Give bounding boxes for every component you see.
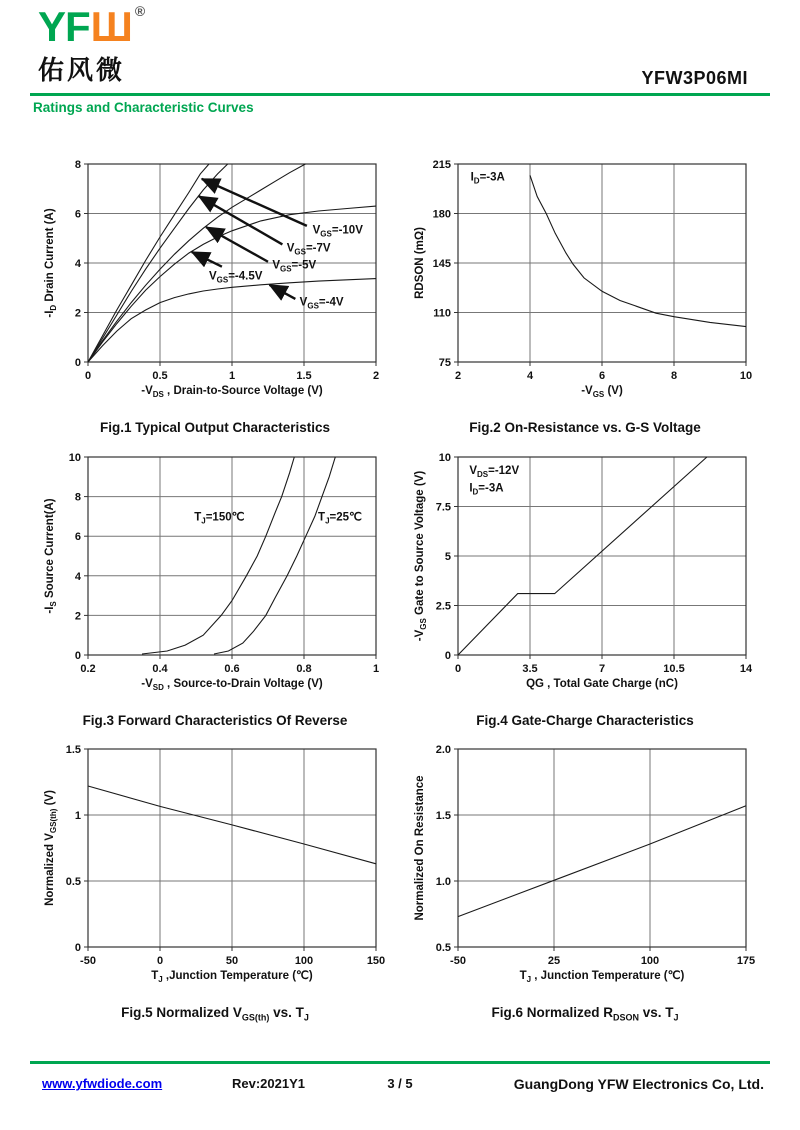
- fig1-caption: Fig.1 Typical Output Characteristics: [99, 420, 331, 435]
- svg-text:6: 6: [598, 370, 606, 382]
- fig6-chart-canvas: [410, 735, 760, 993]
- logo-chinese-text: 佑风微: [38, 55, 126, 85]
- fig3-chart-canvas: [40, 443, 390, 701]
- svg-text:6: 6: [74, 208, 81, 221]
- website-link[interactable]: www.yfwdiode.com: [42, 1076, 163, 1091]
- svg-text:7.5: 7.5: [435, 501, 451, 514]
- registered-trademark-icon: ®: [134, 3, 146, 19]
- svg-text:8: 8: [74, 491, 81, 504]
- svg-text:100: 100: [640, 955, 660, 967]
- fig5-svg: [40, 735, 390, 993]
- svg-text:7: 7: [598, 663, 606, 675]
- svg-text:0.8: 0.8: [296, 663, 312, 675]
- svg-text:0: 0: [156, 955, 164, 967]
- curve-rdson-vs-vgs-at-id--3a: [530, 175, 746, 326]
- condition-annotation: $I_D=-3A$: [469, 482, 504, 497]
- svg-text:-50: -50: [80, 955, 96, 967]
- fig2-svg: [410, 150, 760, 408]
- svg-text:0: 0: [444, 650, 451, 662]
- curve-label: $V_{GS}=-5V$: [272, 259, 317, 274]
- svg-text:25: 25: [547, 955, 561, 967]
- curve-label: $V_{GS}=-7V$: [286, 242, 331, 257]
- curve-pointer-arrow: [192, 252, 222, 267]
- svg-text:50: 50: [225, 955, 239, 967]
- company-name: GuangDong YFW Electronics Co, Ltd.: [513, 1076, 764, 1092]
- fig1-svg: [40, 150, 390, 408]
- x-axis-label: $-V_{GS}$ (V): [581, 385, 623, 399]
- svg-text:3.5: 3.5: [522, 663, 538, 675]
- curve-label: $V_{GS}=-10V$: [312, 224, 363, 239]
- fig1-chart-canvas: [40, 150, 390, 408]
- svg-text:10.5: 10.5: [663, 663, 685, 675]
- svg-text:0: 0: [74, 650, 81, 662]
- product-number: YFW3P06MI: [641, 68, 748, 88]
- svg-text:14: 14: [739, 663, 753, 675]
- fig6-caption: Fig.6 Normalized $R_{DSON}$ vs. $T_J$: [491, 1005, 679, 1023]
- svg-text:150: 150: [366, 955, 386, 967]
- yfw-logo: [38, 3, 146, 87]
- fig5-normalized-vgsth-chart: [40, 735, 390, 1023]
- x-axis-label: $T_J$ ,Junction Temperature (℃): [151, 970, 313, 984]
- curve-label: $V_{GS}=-4V$: [299, 296, 344, 311]
- svg-text:5: 5: [444, 551, 451, 563]
- svg-text:2: 2: [372, 370, 380, 382]
- svg-text:0: 0: [84, 370, 92, 382]
- y-axis-label: $-I_D$ Drain Current (A): [44, 208, 58, 318]
- svg-text:0: 0: [454, 663, 462, 675]
- svg-text:0: 0: [74, 357, 81, 369]
- svg-text:0.5: 0.5: [65, 876, 81, 888]
- svg-text:6: 6: [74, 531, 81, 544]
- header-divider: [30, 93, 770, 96]
- y-axis-label: $-I_S$ Source Current(A): [44, 498, 58, 614]
- x-axis-label: $-V_{SD}$ , Source-to-Drain Voltage (V): [141, 678, 323, 692]
- svg-text:0.6: 0.6: [224, 663, 240, 675]
- svg-text:100: 100: [294, 955, 314, 967]
- svg-text:0.2: 0.2: [80, 663, 96, 675]
- svg-text:145: 145: [432, 258, 451, 270]
- svg-text:10: 10: [68, 452, 81, 464]
- logo-text: YF: [38, 3, 90, 50]
- page-number: 3 / 5: [387, 1076, 413, 1091]
- svg-text:10: 10: [438, 452, 451, 464]
- fig4-caption: Fig.4 Gate-Charge Characteristics: [476, 713, 694, 728]
- curve-pointer-arrow: [269, 285, 295, 299]
- svg-text:1: 1: [228, 370, 236, 382]
- svg-text:4: 4: [74, 570, 81, 583]
- svg-text:8: 8: [670, 370, 678, 382]
- logo-mark-icon: Ш: [90, 3, 133, 50]
- fig1-output-characteristics-chart: [40, 150, 390, 435]
- curve-pointer-arrow: [199, 196, 283, 244]
- fig5-caption: Fig.5 Normalized $V_{GS(th)}$ vs. $T_J$: [121, 1005, 309, 1023]
- svg-text:4: 4: [74, 258, 81, 270]
- svg-text:2.0: 2.0: [435, 744, 451, 756]
- fig2-caption: Fig.2 On-Resistance vs. G-S Voltage: [469, 420, 701, 435]
- fig3-svg: [40, 443, 390, 701]
- svg-text:0.5: 0.5: [152, 370, 168, 382]
- curve-label: $T_J=150℃$: [194, 511, 245, 526]
- fig2-chart-canvas: [410, 150, 760, 408]
- svg-text:180: 180: [432, 208, 451, 221]
- curve-pointer-arrow: [206, 227, 268, 262]
- svg-text:1.5: 1.5: [65, 744, 81, 756]
- svg-text:110: 110: [433, 307, 451, 320]
- curve-tj-150c: [142, 457, 294, 654]
- svg-text:8: 8: [74, 159, 81, 171]
- svg-text:2: 2: [74, 307, 81, 320]
- condition-annotation: $I_D=-3A$: [470, 171, 505, 186]
- revision-label: Rev:2021Y1: [232, 1076, 305, 1091]
- svg-text:1.5: 1.5: [435, 810, 451, 822]
- fig6-normalized-rdson-chart: [410, 735, 760, 1023]
- svg-text:0.5: 0.5: [435, 942, 451, 954]
- fig5-chart-canvas: [40, 735, 390, 993]
- svg-text:10: 10: [739, 370, 753, 382]
- y-axis-label: RDSON (mΩ): [414, 227, 426, 299]
- svg-text:1.5: 1.5: [296, 370, 312, 382]
- svg-text:0: 0: [74, 942, 81, 954]
- footer-divider: [30, 1061, 770, 1064]
- svg-text:1: 1: [372, 663, 380, 675]
- y-axis-label: $-V_{GS}$ Gate to Source Voltage (V): [414, 470, 428, 642]
- curve-label: $V_{GS}=-4.5V$: [208, 270, 263, 285]
- fig4-gate-charge-chart: [410, 443, 760, 728]
- y-axis-label: Normalized On Resistance: [414, 775, 426, 921]
- fig3-forward-characteristics-chart: [40, 443, 390, 728]
- svg-text:2.5: 2.5: [435, 600, 451, 613]
- curve-label: $T_J=25℃$: [318, 511, 362, 526]
- svg-text:2: 2: [74, 610, 81, 623]
- svg-text:1.0: 1.0: [435, 876, 451, 888]
- svg-text:2: 2: [454, 370, 462, 382]
- section-title: Ratings and Characteristic Curves: [33, 100, 254, 115]
- fig2-on-resistance-chart: [410, 150, 760, 435]
- y-axis-label: Normalized $V_{GS(th)}$ (V): [44, 790, 58, 906]
- svg-text:215: 215: [432, 159, 451, 171]
- x-axis-label: QG , Total Gate Charge (nC): [526, 678, 678, 690]
- fig4-chart-canvas: [410, 443, 760, 701]
- x-axis-label: $T_J$ , Junction Temperature (℃): [519, 970, 685, 984]
- curve-normalized-rdson: [458, 806, 746, 917]
- curve-pointer-arrow: [202, 179, 307, 226]
- x-axis-label: $-V_{DS}$ , Drain-to-Source Voltage (V): [141, 385, 323, 399]
- fig3-caption: Fig.3 Forward Characteristics Of Reverse: [82, 713, 348, 728]
- svg-text:75: 75: [438, 357, 451, 369]
- fig4-svg: [410, 443, 760, 701]
- svg-text:4: 4: [526, 370, 534, 382]
- svg-text:175: 175: [736, 955, 756, 967]
- fig6-svg: [410, 735, 760, 993]
- svg-text:0.4: 0.4: [152, 663, 168, 675]
- condition-annotation: $V_{DS}=-12V$: [469, 464, 520, 479]
- svg-text:-50: -50: [450, 955, 466, 967]
- svg-text:1: 1: [74, 810, 81, 822]
